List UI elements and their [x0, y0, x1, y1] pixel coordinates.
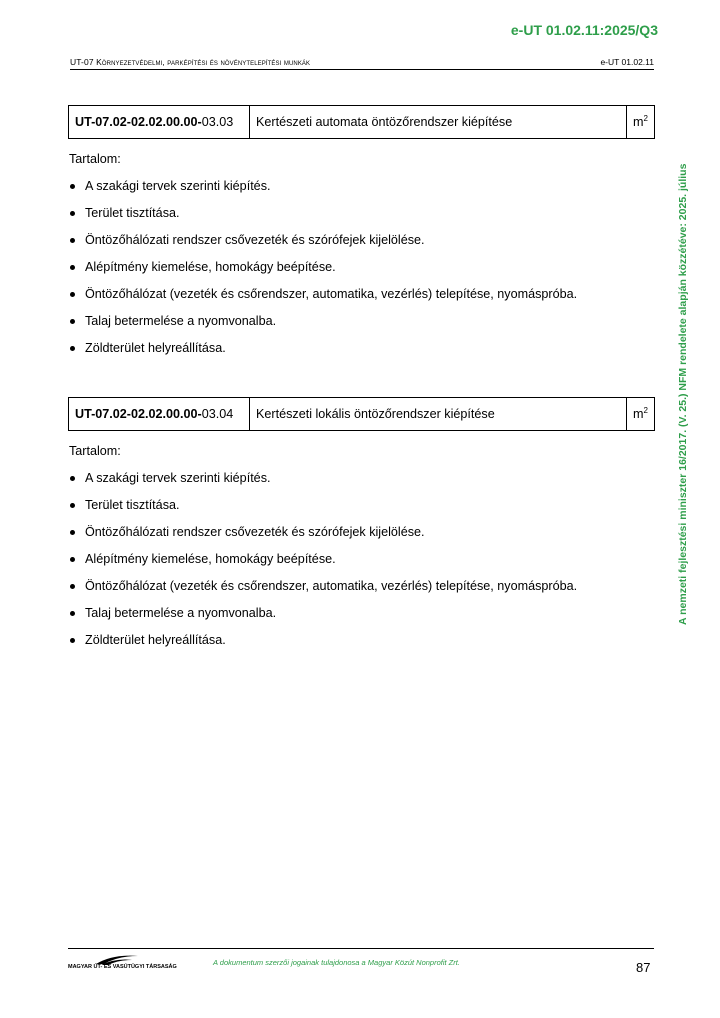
- content-list: [68, 471, 656, 660]
- list-item: Terület tisztítása.: [68, 498, 656, 525]
- running-header-title: UT-07 Környezetvédelmi, parképítési és növénytelepítési munkák: [70, 57, 311, 67]
- running-header-code: e-UT 01.02.11: [600, 57, 654, 67]
- page-number: 87: [636, 960, 651, 975]
- item-unit: [627, 106, 655, 139]
- list-item: A szakági tervek szerinti kiépítés.: [68, 179, 656, 206]
- item-section: [68, 397, 656, 660]
- document-code: e-UT 01.02.11:2025/Q3: [510, 22, 658, 38]
- running-header: [70, 57, 654, 70]
- item-header-table: [68, 397, 655, 431]
- list-item: Talaj betermelése a nyomvonalba.: [68, 314, 656, 341]
- item-code-suffix: 03.04: [201, 407, 234, 421]
- content-list: [68, 179, 656, 368]
- list-item: A szakági tervek szerinti kiépítés.: [68, 471, 656, 498]
- side-note: A nemzeti fejlesztési miniszter 16/2017. (V. 25.) NFM rendelete alapján közzétéve: 2025. július: [677, 163, 689, 625]
- content-label: Tartalom:: [69, 152, 121, 166]
- item-code-main: UT-07.02-02.02.00.00-: [75, 115, 202, 129]
- unit-base: m: [633, 115, 644, 130]
- item-header-table: [68, 105, 655, 139]
- list-item: Alépítmény kiemelése, homokágy beépítése.: [68, 552, 656, 579]
- organization-logo-text: MAGYAR ÚT- ÉS VASÚTÜGYI TÁRSASÁG: [68, 964, 177, 970]
- item-unit: [627, 398, 655, 431]
- list-item: Alépítmény kiemelése, homokágy beépítése.: [68, 260, 656, 287]
- list-item: Zöldterület helyreállítása.: [68, 633, 656, 660]
- list-item: Terület tisztítása.: [68, 206, 656, 233]
- item-code-suffix: 03.03: [201, 115, 234, 129]
- footer-divider: [68, 948, 654, 949]
- list-item: Talaj betermelése a nyomvonalba.: [68, 606, 656, 633]
- unit-exponent: 2: [643, 114, 648, 124]
- content-label: Tartalom:: [69, 444, 121, 458]
- copyright-notice: A dokumentum szerzői jogainak tulajdonosa a Magyar Közút Nonprofit Zrt.: [213, 958, 460, 967]
- list-item: Zöldterület helyreállítása.: [68, 341, 656, 368]
- unit-exponent: 2: [643, 406, 648, 416]
- item-title: Kertészeti lokális öntözőrendszer kiépítése: [250, 398, 627, 431]
- item-title: Kertészeti automata öntözőrendszer kiépítése: [250, 106, 627, 139]
- list-item: Öntözőhálózati rendszer csővezeték és szórófejek kijelölése.: [68, 525, 656, 552]
- unit-base: m: [633, 407, 644, 422]
- item-section: [68, 105, 656, 368]
- list-item: Öntözőhálózat (vezeték és csőrendszer, automatika, vezérlés) telepítése, nyomáspróba.: [68, 287, 656, 314]
- list-item: Öntözőhálózat (vezeték és csőrendszer, automatika, vezérlés) telepítése, nyomáspróba.: [68, 579, 656, 606]
- list-item: Öntözőhálózati rendszer csővezeték és szórófejek kijelölése.: [68, 233, 656, 260]
- item-code-main: UT-07.02-02.02.00.00-: [75, 407, 202, 421]
- item-code: [69, 106, 250, 139]
- item-code: [69, 398, 250, 431]
